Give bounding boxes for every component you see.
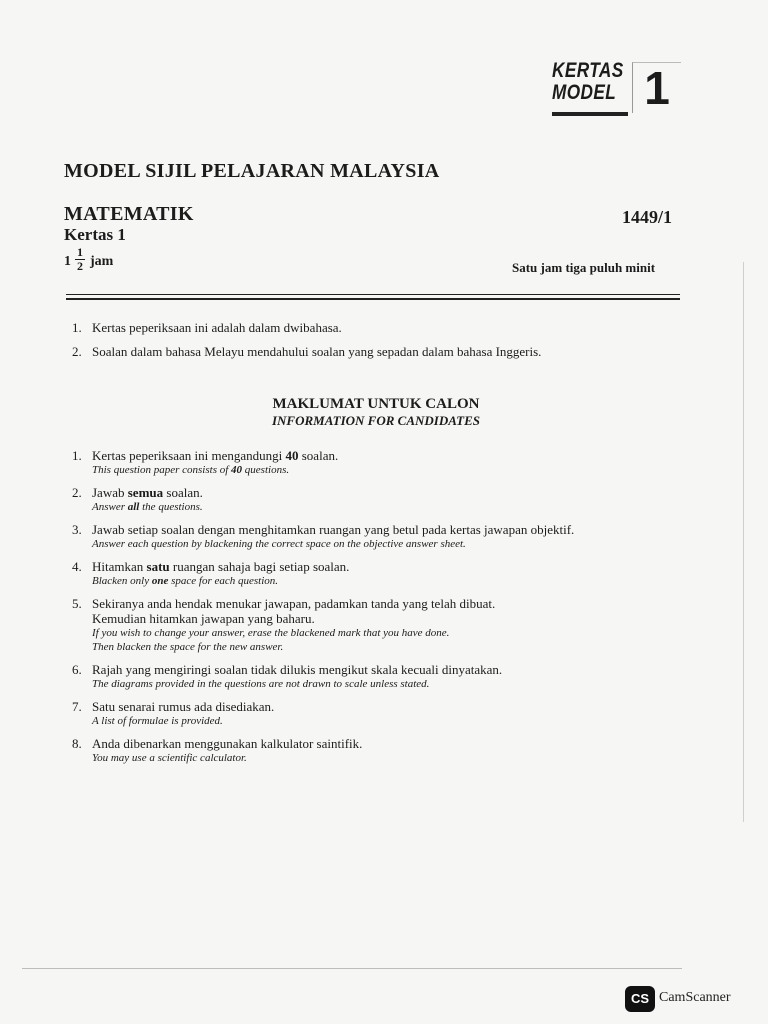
instruction-body	[92, 485, 203, 514]
instruction-item	[72, 736, 712, 765]
instruction-malay	[92, 559, 349, 574]
text-part: Hitamkan	[92, 559, 147, 574]
info-heading: MAKLUMAT UNTUK CALON	[272, 396, 480, 412]
instruction-item	[72, 485, 712, 514]
paper-code: 1449/1	[622, 207, 673, 227]
emphasis: one	[151, 575, 169, 587]
fraction-denominator: 2	[77, 259, 83, 273]
instruction-body	[92, 522, 574, 551]
text-part: This question paper consists of	[92, 464, 232, 476]
instruction-number: 8.	[72, 736, 82, 751]
note-text: Soalan dalam bahasa Melayu mendahului soalan yang sepadan dalam bahasa Inggeris.	[92, 344, 542, 359]
candidate-instructions	[72, 448, 712, 773]
camscanner-name: CamScanner	[659, 990, 731, 1005]
badge-line-2: MODEL	[552, 81, 617, 104]
instruction-body	[92, 559, 349, 588]
instruction-item	[72, 662, 712, 691]
instruction-body	[92, 699, 274, 728]
instruction-item	[72, 522, 712, 551]
instruction-english: The diagrams provided in the questions are not drawn to scale unless stated.	[92, 678, 430, 690]
instruction-number: 5.	[72, 596, 82, 611]
emphasis: satu	[146, 559, 170, 574]
scan-edge-bottom	[22, 968, 682, 969]
instruction-body	[92, 448, 338, 477]
instruction-malay: Anda dibenarkan menggunakan kalkulator saintifik.	[92, 736, 363, 751]
camscanner-logo-icon: CS	[625, 986, 655, 1012]
text-part: questions.	[242, 464, 290, 476]
header-rule-thin	[66, 294, 680, 295]
text-part: Jawab	[92, 485, 128, 500]
header-rule-thick	[66, 298, 680, 300]
general-notes	[72, 320, 692, 368]
instruction-malay-line-2: Kemudian hitamkan jawapan yang baharu.	[92, 611, 315, 626]
text-part: space for each question.	[168, 575, 279, 587]
instruction-english: A list of formulae is provided.	[92, 715, 223, 727]
instruction-english	[92, 500, 203, 514]
text-part: soalan.	[163, 485, 203, 500]
subject-title: MATEMATIK	[64, 203, 194, 225]
instruction-malay: Sekiranya anda hendak menukar jawapan, padamkan tanda yang telah dibuat.	[92, 596, 496, 611]
text-part: Blacken only	[92, 575, 152, 587]
note-item	[72, 344, 692, 360]
instruction-number: 4.	[72, 559, 82, 574]
emphasis: semua	[127, 485, 164, 500]
text-part: Kertas peperiksaan ini mengandungi	[92, 448, 286, 463]
instruction-number: 7.	[72, 699, 82, 714]
instruction-english-line-2: Then blacken the space for the new answer.	[92, 641, 284, 653]
instruction-number: 2.	[72, 485, 82, 500]
instruction-body	[92, 662, 502, 691]
note-item	[72, 320, 692, 336]
instruction-english	[92, 574, 349, 588]
instruction-malay: Jawab setiap soalan dengan menghitamkan ruangan yang betul pada kertas jawapan objektif.	[92, 522, 575, 537]
emphasis: 40	[285, 448, 299, 463]
duration-whole: 1	[64, 254, 71, 269]
instruction-item	[72, 699, 712, 728]
note-number: 1.	[72, 320, 82, 335]
instruction-item	[72, 448, 712, 477]
duration-in-words: Satu jam tiga puluh minit	[512, 260, 656, 275]
text-part: ruangan sahaja bagi setiap soalan.	[169, 559, 350, 574]
instruction-malay: Rajah yang mengiringi soalan tidak dilukis mengikut skala kecuali dinyatakan.	[92, 662, 503, 677]
instruction-malay	[92, 448, 338, 463]
instruction-number: 3.	[72, 522, 82, 537]
note-text: Kertas peperiksaan ini adalah dalam dwibahasa.	[92, 320, 342, 335]
note-number: 2.	[72, 344, 82, 359]
text-part: soalan.	[298, 448, 339, 463]
emphasis: 40	[231, 464, 243, 476]
instruction-body	[92, 596, 495, 654]
badge-underline	[552, 112, 628, 116]
instruction-english: Answer each question by blackening the correct space on the objective answer sheet.	[92, 538, 466, 550]
scan-edge-right	[743, 262, 744, 822]
instruction-item	[72, 596, 712, 654]
badge-number: 1	[632, 62, 681, 113]
duration-fraction	[75, 246, 85, 272]
instruction-malay	[92, 485, 203, 500]
kertas-model-badge	[552, 60, 682, 116]
instruction-body	[92, 736, 362, 765]
text-part: the questions.	[139, 501, 203, 513]
duration-unit: jam	[90, 254, 114, 269]
fraction-numerator: 1	[77, 245, 83, 259]
instruction-english	[92, 463, 338, 477]
badge-words	[552, 59, 624, 104]
instruction-item	[72, 559, 712, 588]
instruction-malay: Satu senarai rumus ada disediakan.	[92, 699, 275, 714]
emphasis: all	[127, 501, 140, 513]
instruction-english: You may use a scientific calculator.	[92, 752, 247, 764]
info-heading-english: INFORMATION FOR CANDIDATES	[271, 413, 481, 428]
instruction-number: 6.	[72, 662, 82, 677]
instruction-english: If you wish to change your answer, erase the blackened mark that you have done.	[92, 627, 450, 639]
paper-number: Kertas 1	[64, 225, 126, 244]
text-part: Answer	[92, 501, 128, 513]
badge-line-1: KERTAS	[552, 59, 624, 82]
exam-title: MODEL SIJIL PELAJARAN MALAYSIA	[64, 160, 440, 182]
instruction-number: 1.	[72, 448, 82, 463]
